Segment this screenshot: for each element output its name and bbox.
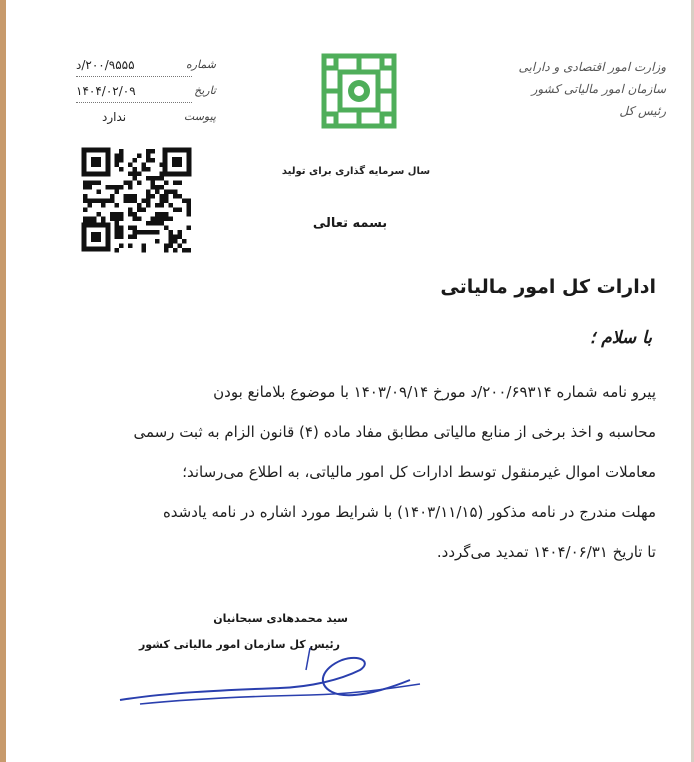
recipient-heading: ادارات کل امور مالیاتی (440, 276, 656, 298)
date-row (76, 84, 216, 110)
office-line: رئیس کل (619, 104, 666, 118)
ministry-line: وزارت امور اقتصادی و دارایی (518, 60, 666, 74)
tax-organization-logo (318, 50, 400, 132)
page-edge-left (0, 0, 6, 762)
body-line: معاملات اموال غیرمنقول توسط ادارات کل امور مالیاتی، به اطلاع می‌رساند؛ (182, 463, 656, 481)
signature-block (140, 612, 420, 702)
handwritten-signature (110, 640, 430, 712)
signatory-title: رئیس کل سازمان امور مالیاتی کشور (138, 638, 340, 651)
number-label: شماره (185, 58, 216, 71)
signatory-name: سید محمدهادی سبحانیان (213, 612, 348, 625)
number-row (76, 58, 216, 84)
body-line: محاسبه و اخذ برخی از منابع مالیاتی مطابق مفاد ماده (۴) قانون الزام به ثبت رسمی (133, 423, 656, 441)
organization-line: سازمان امور مالیاتی کشور (531, 82, 666, 96)
attachment-value: ندارد (102, 110, 127, 124)
number-value: ۲۰۰/۹۵۵۵/د (76, 58, 135, 72)
attachment-label: پیوست (183, 110, 216, 123)
body-line: پیرو نامه شماره ۲۰۰/۶۹۳۱۴/د مورخ ۱۴۰۳/۰۹/۱۴ با موضوع بلامانع بودن (213, 383, 656, 401)
greeting: با سلام ؛ (589, 328, 652, 348)
body-line: مهلت مندرج در نامه مذکور (۱۴۰۳/۱۱/۱۵) با شرایط مورد اشاره در نامه یادشده (162, 503, 656, 521)
basmala: بسمه تعالی (312, 216, 388, 231)
date-underline (76, 102, 192, 103)
letter-meta (76, 58, 216, 136)
date-label: تاریخ (194, 84, 216, 97)
letter-body (36, 372, 656, 572)
date-value: ۱۴۰۴/۰۲/۰۹ (76, 84, 136, 98)
year-slogan: سال سرمایه گذاری برای تولید (281, 166, 431, 177)
attachment-row (76, 110, 216, 136)
number-underline (76, 76, 192, 77)
qr-code (80, 146, 193, 253)
ministry-header (486, 56, 666, 122)
body-line: تا تاریخ ۱۴۰۴/۰۶/۳۱ تمدید می‌گردد. (436, 543, 656, 561)
